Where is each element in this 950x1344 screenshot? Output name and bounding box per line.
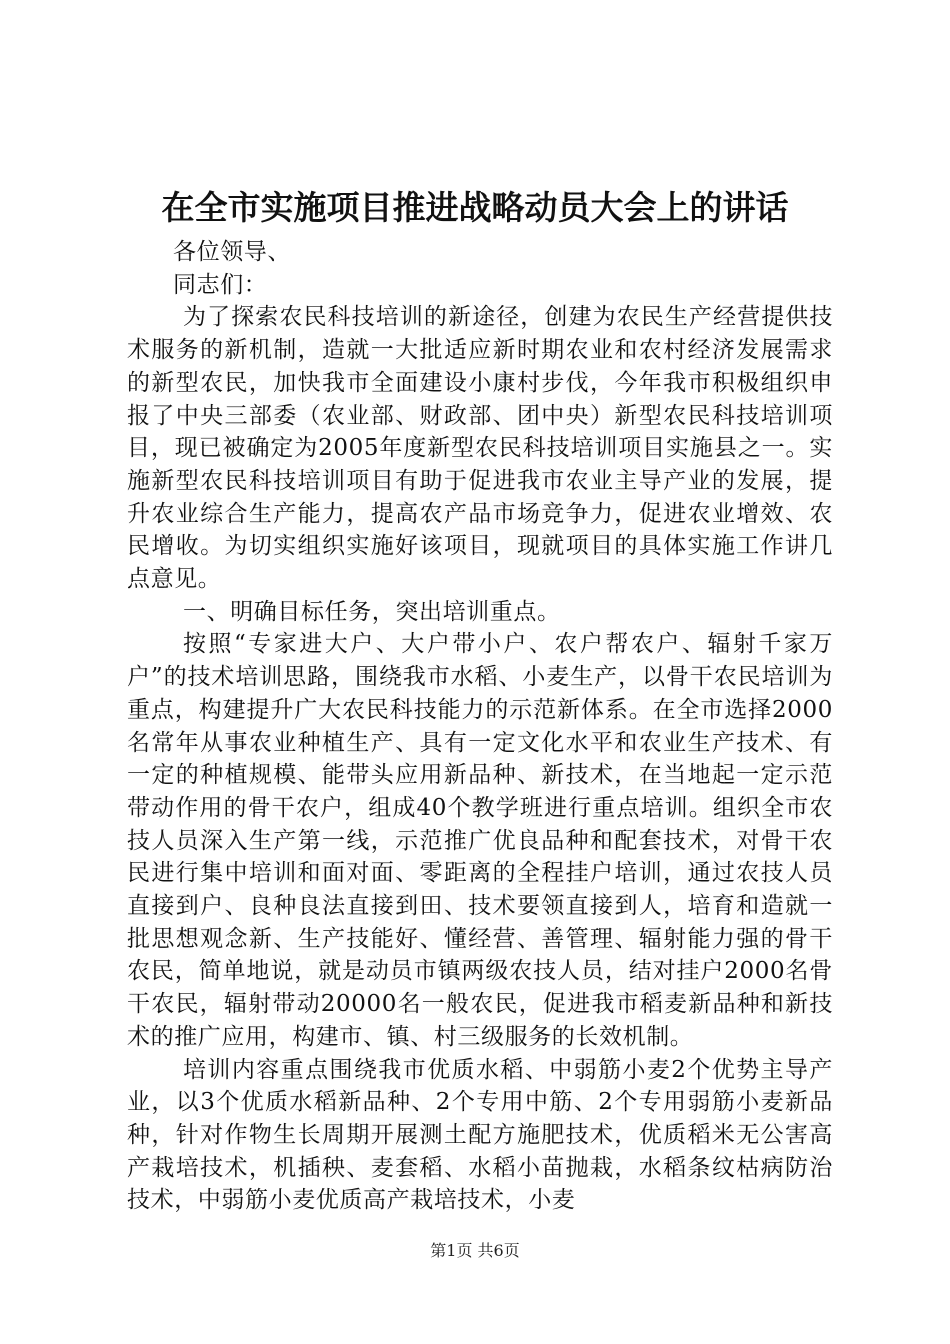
page-footer: 第1页 共6页 [430, 1241, 520, 1260]
paragraph-training-content: 培训内容重点围绕我市优质水稻、中弱筋小麦2个优势主导产业，以3个优质水稻新品种、2个专用中筋、2个专用弱筋小麦新品种，针对作物生长周期开展测土配方施肥技术，优质稻米无公害高产栽培技术，机插秧、麦套稻、水稻小苗抛栽，水稻条纹枯病防治技术，中弱筋小麦优质高产栽培技术，小麦 [127, 1056, 833, 1214]
salutation-comrades: 同志们： [173, 271, 268, 298]
salutation-leaders: 各位领导、 [173, 239, 291, 265]
document-body [127, 236, 833, 1217]
section-heading-1: 一、明确目标任务，突出培训重点。 [183, 598, 561, 625]
document-title: 在全市实施项目推进战略动员大会上的讲话 [161, 188, 789, 227]
paragraph-training-approach: 按照“专家进大户、大户带小户、农户帮农户、辐射千家万户”的技术培训思路，围绕我市水稻、小麦生产，以骨干农民培训为重点，构建提升广大农民科技能力的示范新体系。在全市选择2000名常年从事农业种植生产、具有一定文化水平和农业生产技术、有一定的种植规模、能带头应用新品种、新技术，在当地起一定示范带动作用的骨干农户，组成40个教学班进行重点培训。组织全市农技人员深入生产第一线，示范推广优良品种和配套技术，对骨干农民进行集中培训和面对面、零距离的全程挂户培训，通过农技人员直接到户、良种良法直接到田、技术要领直接到人，培育和造就一批思想观念新、生产技能好、懂经营、善管理、辐射能力强的骨干农民，简单地说，就是动员市镇两级农技人员，结对挂户2000名骨干农民，辐射带动20000名一般农民，促进我市稻麦新品种和新技术的推广应用，构建市、镇、村三级服务的长效机制。 [127, 631, 833, 1050]
paragraph-intro: 为了探索农民科技培训的新途径，创建为农民生产经营提供技术服务的新机制，造就一大批适应新时期农业和农村经济发展需求的新型农民，加快我市全面建设小康村步伐，今年我市积极组织申报了中央三部委（农业部、财政部、团中央）新型农民科技培训项目，现已被确定为2005年度新型农民科技培训项目实施县之一。实施新型农民科技培训项目有助于促进我市农业主导产业的发展，提升农业综合生产能力，提高农产品市场竞争力，促进农业增效、农民增收。为切实组织实施好该项目，现就项目的具体实施工作讲几点意见。 [127, 304, 833, 593]
